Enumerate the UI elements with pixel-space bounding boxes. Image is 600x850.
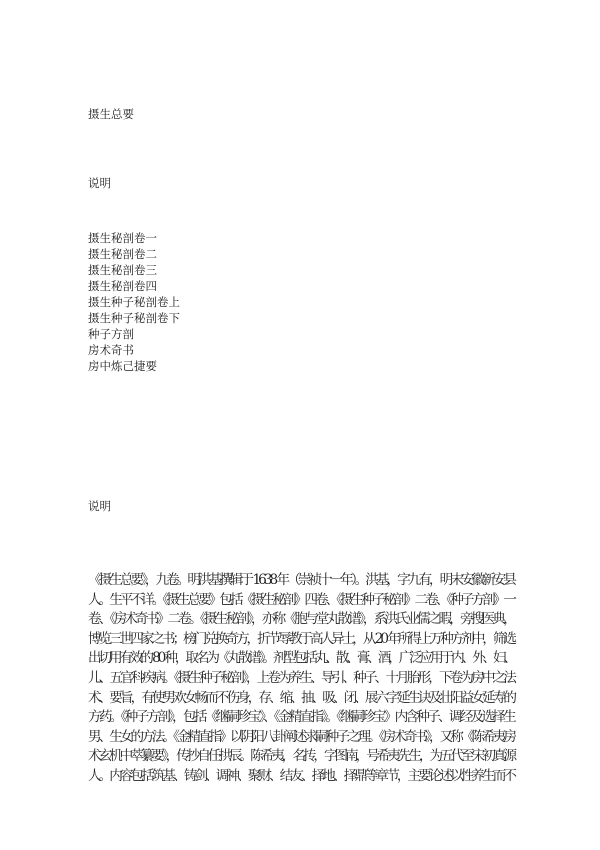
toc-item[interactable]: 房中炼己捷要 bbox=[88, 359, 157, 373]
toc-item[interactable]: 摄生秘剖卷三 bbox=[88, 263, 157, 277]
body-paragraph bbox=[88, 571, 514, 787]
toc-item[interactable]: 摄生种子秘剖卷上 bbox=[88, 295, 180, 309]
paragraph-line: 卷、《房术奇书》二卷。《摄生秘剖》，亦称《胞与堂丸散谱》，系洪氏业儒之暇，旁搜医典， bbox=[88, 611, 514, 628]
paragraph-line: 术、要旨，有使男欢女畅而不伤身，存、缩、抽、吸、闭、展六字延生诀及壮阳益女延寿的 bbox=[88, 689, 514, 706]
note-heading: 说明 bbox=[88, 499, 111, 513]
paragraph-line: 儿、五官科疾病。《摄生种子秘剖》，上卷为养生、导引、种子、十月胎形，下卷为房中之法 bbox=[88, 669, 514, 686]
toc-item[interactable]: 摄生秘剖卷二 bbox=[88, 247, 157, 261]
table-of-contents bbox=[88, 230, 180, 374]
document-title: 摄生总要 bbox=[88, 107, 134, 121]
toc-item[interactable]: 种子方剖 bbox=[88, 327, 134, 341]
note-heading: 说明 bbox=[88, 176, 111, 190]
paragraph-line: 术玄机中萃纂要》，传抄自任拱辰。陈希夷，名抟，字图南，号希夷先生，为五代至宋初真源 bbox=[88, 748, 514, 765]
toc-item[interactable]: 房术奇书 bbox=[88, 343, 134, 357]
toc-item[interactable]: 摄生秘剖卷四 bbox=[88, 279, 157, 293]
paragraph-line: 方药。《种子方剖》，包括《继嗣珍宝》、《金精直指》。《继嗣珍宝》内含种子、调经及选择生 bbox=[88, 709, 514, 726]
paragraph-line: 出切用有效的 80 种，取名为《丸散谱》。剂型包括丸、散、膏、酒，广泛应用于内、外、妇、 bbox=[88, 650, 514, 667]
paragraph-line: 人。内容包括筑基、铸剑、调神、聚财、结友、择地、择鼎等章节，主要论述以性养生而不 bbox=[88, 767, 514, 784]
paragraph-line: 《摄生总要》，九卷。明洪基撰辑于 1638 年（崇祯十一年）。洪基，字九有，明末安徽新安县 bbox=[88, 572, 514, 588]
paragraph-line: 人。生平不详。《摄生总要》包括《摄生秘剖》四卷、《摄生种子秘剖》二卷、《种子方剖》一 bbox=[88, 591, 514, 608]
toc-item[interactable]: 摄生秘剖卷一 bbox=[88, 231, 157, 245]
paragraph-line: 博览三世四家之书；榜门兑换奇方，折节辱教于高人异士，从 20 年所得上万种方剂中，筛选 bbox=[88, 630, 515, 647]
toc-item[interactable]: 摄生种子秘剖卷下 bbox=[88, 311, 180, 325]
paragraph-line: 男、生女的方法。《金精直指》以阴阳八卦阐述求嗣种子之理。《房术奇书》，又称《陈希夷房 bbox=[88, 728, 514, 745]
